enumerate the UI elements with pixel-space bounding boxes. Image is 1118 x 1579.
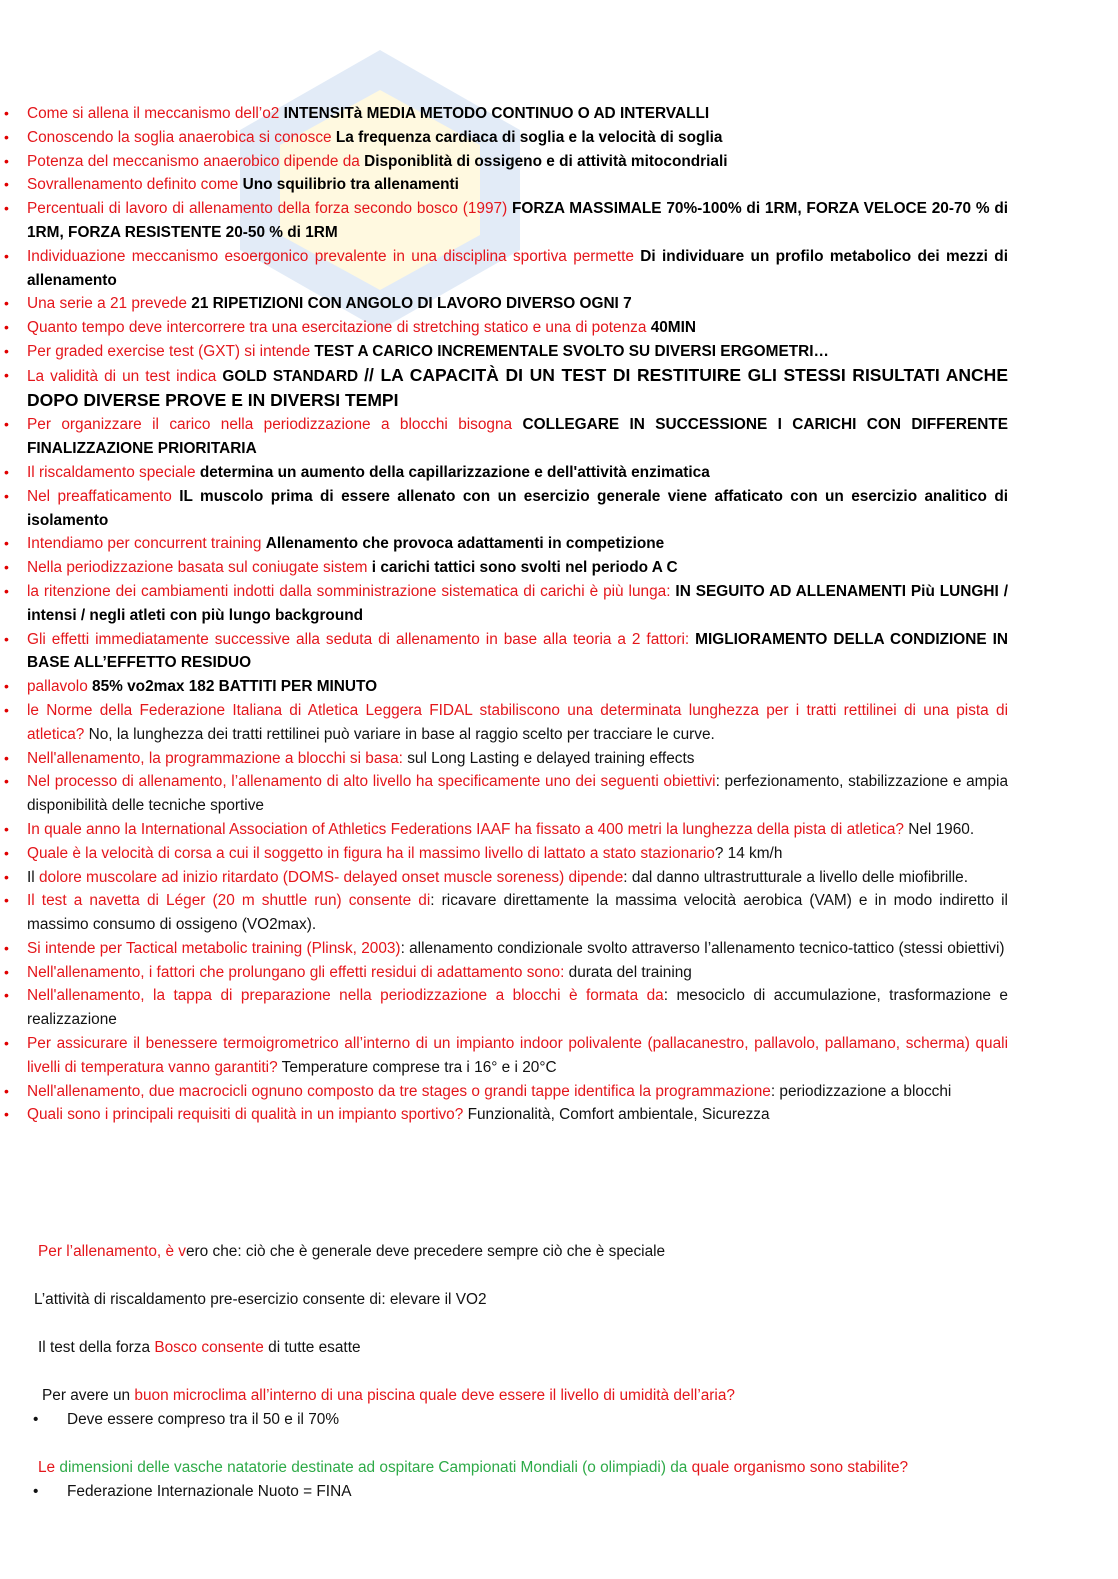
list-item: • Quale è la velocità di corsa a cui il soggetto in figura ha il massimo livello di lattato a stato stazionario? 14 km/h: [4, 844, 783, 862]
list-item: • Una serie a 21 prevede 21 RIPETIZIONI CON ANGOLO DI LAVORO DIVERSO OGNI 7: [4, 295, 632, 313]
list-item: • la ritenzione dei cambiamenti indotti dalla somministrazione sistematica di carichi è più lunga: IN SEGUITO AD ALLENAMENTI Più LUNGHI / intensi / negli atleti con più lungo background: [4, 582, 1008, 624]
list-item: • Nell'allenamento, i fattori che prolungano gli effetti residui di adattamento sono: durata del training: [4, 963, 692, 981]
list-item: • Per graded exercise test (GXT) si intende TEST A CARICO INCREMENTALE SVOLTO SU DIVERSI ERGOMETRI…: [4, 342, 829, 360]
extra-paragraph-1: Per l’allenamento, è vero che: ciò che è generale deve precedere sempre ciò che è speciale: [38, 1243, 666, 1260]
list-item: • Conoscendo la soglia anaerobica si conosce La frequenza cardiaca di soglia e la velocità di soglia: [4, 128, 723, 146]
list-item: • Quali sono i principali requisiti di qualità in un impianto sportivo? Funzionalità, Comfort ambientale, Sicurezza: [4, 1106, 770, 1124]
list-item: • In quale anno la International Association of Athletics Federations IAAF ha fissato a 400 metri la lunghezza della pista di atletica? Nel 1960.: [4, 820, 975, 838]
list-item: • Nell'allenamento, la programmazione a blocchi si basa: sul Long Lasting e delayed training effects: [4, 749, 695, 767]
extra-bullet-5: • Federazione Internazionale Nuoto = FINA: [33, 1483, 352, 1500]
list-item: • Sovrallenamento definito come Uno squilibrio tra allenamenti: [4, 176, 459, 194]
list-item: • Individuazione meccanismo esoergonico prevalente in una disciplina sportiva permette Di individuare un profilo metabolico dei mezzi di allenamento: [4, 247, 1008, 289]
list-item: • Percentuali di lavoro di allenamento della forza secondo bosco (1997) FORZA MASSIMALE 70%-100% di 1RM, FORZA VELOCE 20-70 % di 1RM, FORZA RESISTENTE 20-50 % di 1RM: [4, 200, 1008, 241]
list-item: • Come si allena il meccanismo dell’o2 INTENSITà MEDIA METODO CONTINUO O AD INTERVALLI: [4, 105, 710, 122]
list-item: • le Norme della Federazione Italiana di Atletica Leggera FIDAL stabiliscono una determinata lunghezza per i tratti rettilinei di una pista di atletica? No, la lunghezza dei tratti rettilinei può variare in base al raggio scelto per tracciare le curve.: [4, 701, 1008, 743]
list-item: • Il test a navetta di Léger (20 m shuttle run) consente di: ricavare direttamente la massima velocità aerobica (VAM) e in modo indiretto il massimo consumo di ossigeno (VO2max).: [4, 892, 1008, 934]
list-item: • Per assicurare il benessere termoigrometrico all’interno di un impianto indoor polivalente (pallacanestro, pallavolo, pallamano, scherma) quali livelli di temperatura vanno garantiti? Temperature comprese tra i 16° e i 20°C: [4, 1035, 1008, 1076]
qa-list: [0, 102, 1118, 1127]
list-item: • Nella periodizzazione basata sul coniugate sistem i carichi tattici sono svolti nel periodo A C: [4, 559, 678, 577]
list-item: • Nel preaffaticamento IL muscolo prima di essere allenato con un esercizio generale viene affaticato con un esercizio analitico di isolamento: [4, 487, 1009, 529]
list-item: • Nell'allenamento, due macrocicli ognuno composto da tre stages o grandi tappe identifica la programmazione: periodizzazione a blocchi: [4, 1082, 952, 1100]
list-item: • Gli effetti immediatamente successive alla seduta di allenamento in base alla teoria a 2 fattori: MIGLIORAMENTO DELLA CONDIZIONE IN BASE ALL’EFFETTO RESIDUO: [4, 630, 1008, 672]
list-item: • Si intende per Tactical metabolic training (Plinsk, 2003): allenamento condizionale svolto attraverso l’allenamento tecnico-tattico (stessi obiettivi): [4, 939, 1005, 957]
list-item: • Per organizzare il carico nella periodizzazione a blocchi bisogna COLLEGARE IN SUCCESSIONE I CARICHI CON DIFFERENTE FINALIZZAZIONE PRIORITARIA: [4, 416, 1008, 458]
document-page: [0, 102, 1118, 1127]
extra-paragraph-3: Il test della forza Bosco consente di tutte esatte: [38, 1339, 361, 1356]
list-item: • Intendiamo per concurrent training Allenamento che provoca adattamenti in competizione: [4, 535, 665, 553]
list-item: • Il dolore muscolare ad inizio ritardato (DOMS- delayed onset muscle soreness) dipende: dal danno ultrastrutturale a livello delle miofibrille.: [4, 868, 969, 886]
list-item: • Potenza del meccanismo anaerobico dipende da Disponiblità di ossigeno e di attività mitocondriali: [4, 152, 728, 170]
list-item: • La validità di un test indica GOLD STANDARD // LA CAPACITÀ DI UN TEST DI RESTITUIRE GLI STESSI RISULTATI ANCHE DOPO DIVERSE PROVE E IN DIVERSI TEMPI: [4, 364, 1008, 410]
extra-bullet-4: • Deve essere compreso tra il 50 e il 70%: [33, 1411, 340, 1428]
list-item: • Il riscaldamento speciale determina un aumento della capillarizzazione e dell'attività enzimatica: [4, 463, 710, 481]
list-item: • Nel processo di allenamento, l’allenamento di alto livello ha specificamente uno dei seguenti obiettivi: perfezionamento, stabilizzazione e ampia disponibilità delle tecniche sportive: [4, 773, 1009, 815]
extra-paragraph-5: Le dimensioni delle vasche natatorie destinate ad ospitare Campionati Mondiali (o olimpiadi) da quale organismo sono stabilite?: [38, 1459, 909, 1476]
list-item: • Quanto tempo deve intercorrere tra una esercitazione di stretching statico e una di potenza 40MIN: [4, 319, 697, 337]
list-item: • Nell'allenamento, la tappa di preparazione nella periodizzazione a blocchi è formata da: mesociclo di accumulazione, trasformazione e realizzazione: [4, 987, 1008, 1029]
list-item: • pallavolo 85% vo2max 182 BATTITI PER MINUTO: [4, 678, 378, 696]
extra-paragraph-2: L’attività di riscaldamento pre-esercizio consente di: elevare il VO2: [34, 1291, 487, 1308]
extra-paragraph-4: Per avere un buon microclima all’interno di una piscina quale deve essere il livello di umidità dell’aria?: [42, 1387, 735, 1404]
